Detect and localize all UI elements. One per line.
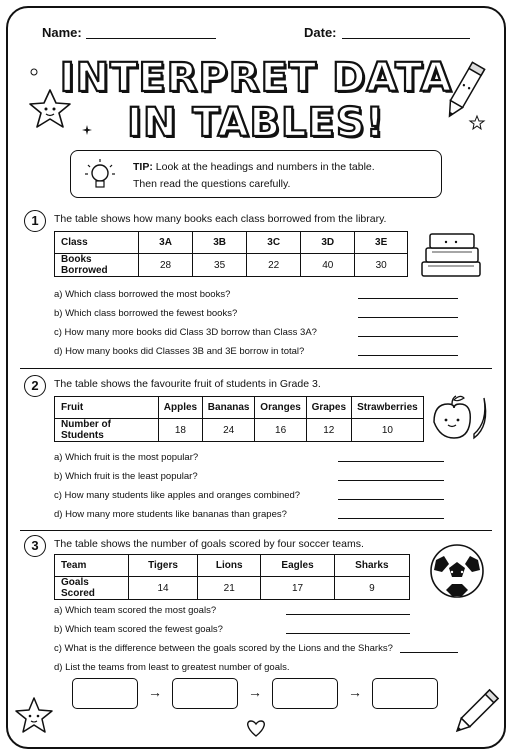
sparkle-icon: [82, 125, 92, 135]
order-box-3[interactable]: [272, 678, 338, 709]
table-row-header: Number of Students: [55, 419, 159, 442]
table-cell: 10: [351, 419, 423, 442]
answer-line[interactable]: [338, 461, 444, 462]
name-label: Name:: [42, 25, 82, 40]
answer-line[interactable]: [338, 480, 444, 481]
table-header-cell: Team: [55, 555, 129, 577]
tip-line1: Look at the headings and numbers in the table.: [155, 161, 375, 173]
tip-label: TIP:: [133, 161, 153, 173]
q2-question-c: c) How many students like apples and oranges combined?: [54, 490, 301, 501]
table-cell: 30: [355, 254, 408, 277]
soccer-ball-icon: [428, 542, 486, 600]
table-cell: 9: [334, 577, 409, 600]
table-header-cell: Lions: [198, 555, 261, 577]
table-header-cell: 3A: [139, 232, 193, 254]
table-cell: 35: [193, 254, 247, 277]
table-cell: 21: [198, 577, 261, 600]
q3-question-d: d) List the teams from least to greatest number of goals.: [54, 662, 290, 673]
fruit-icon: [430, 392, 492, 444]
section-divider: [20, 368, 492, 369]
star-outline-icon: [470, 116, 484, 130]
question-number-3: 3: [24, 535, 46, 557]
question-number-1: 1: [24, 210, 46, 232]
q3-question-b: b) Which team scored the fewest goals?: [54, 624, 223, 635]
table-cell: 40: [301, 254, 355, 277]
q1-question-a: a) Which class borrowed the most books?: [54, 289, 231, 300]
tip-line2: Then read the questions carefully.: [133, 178, 291, 190]
answer-line[interactable]: [286, 633, 410, 634]
q2-question-b: b) Which fruit is the least popular?: [54, 471, 198, 482]
date-field[interactable]: [342, 38, 470, 39]
table-cell: 17: [261, 577, 334, 600]
table-cell: 28: [139, 254, 193, 277]
star-bottom-icon: [14, 696, 54, 736]
table-header-cell: Sharks: [334, 555, 409, 577]
star-icon: [28, 88, 72, 130]
table-cell: 24: [202, 419, 255, 442]
books-icon: [418, 222, 486, 284]
q2-question-d: d) How many more students like bananas than grapes?: [54, 509, 287, 520]
table-header-cell: Grapes: [306, 397, 351, 419]
pencil-bottom-icon: [448, 688, 500, 740]
date-label: Date:: [304, 25, 337, 40]
table-header-cell: 3E: [355, 232, 408, 254]
q3-question-a: a) Which team scored the most goals?: [54, 605, 217, 616]
answer-line[interactable]: [338, 499, 444, 500]
q1-prompt: The table shows how many books each class borrowed from the library.: [54, 213, 387, 225]
q1-question-b: b) Which class borrowed the fewest books?: [54, 308, 238, 319]
order-box-2[interactable]: [172, 678, 238, 709]
answer-line[interactable]: [358, 298, 458, 299]
answer-line[interactable]: [286, 614, 410, 615]
answer-line[interactable]: [358, 317, 458, 318]
order-box-1[interactable]: [72, 678, 138, 709]
answer-line[interactable]: [358, 355, 458, 356]
q3-table: [54, 554, 410, 600]
heart-icon: [244, 718, 268, 738]
table-header-cell: 3B: [193, 232, 247, 254]
order-box-4[interactable]: [372, 678, 438, 709]
table-cell: 18: [159, 419, 203, 442]
q2-table: [54, 396, 424, 442]
tip-box: [70, 150, 442, 198]
tip-text: [133, 159, 375, 193]
lightbulb-icon: [83, 157, 117, 193]
circle-deco-icon: [30, 68, 38, 76]
arrow-icon: →: [148, 684, 162, 700]
arrow-icon: →: [348, 684, 362, 700]
page-title-line1: INTERPRET DATA: [59, 55, 453, 101]
answer-line[interactable]: [400, 652, 458, 653]
table-header-cell: Apples: [159, 397, 203, 419]
table-header-cell: 3C: [247, 232, 301, 254]
table-header-cell: Tigers: [129, 555, 198, 577]
q3-prompt: The table shows the number of goals scored by four soccer teams.: [54, 538, 364, 550]
table-cell: 22: [247, 254, 301, 277]
table-cell: 14: [129, 577, 198, 600]
table-row-header: Books Borrowed: [55, 254, 139, 277]
section-divider: [20, 530, 492, 531]
table-header-cell: Oranges: [255, 397, 306, 419]
answer-line[interactable]: [358, 336, 458, 337]
table-header-cell: 3D: [301, 232, 355, 254]
table-header-cell: Class: [55, 232, 139, 254]
table-cell: 12: [306, 419, 351, 442]
arrow-icon: →: [248, 684, 262, 700]
page-title-line2: IN TABLES!: [127, 100, 385, 146]
table-header-cell: Bananas: [202, 397, 255, 419]
pencil-icon: [444, 58, 484, 124]
q3-question-c: c) What is the difference between the goals scored by the Lions and the Sharks?: [54, 643, 393, 654]
table-cell: 16: [255, 419, 306, 442]
table-header-cell: Eagles: [261, 555, 334, 577]
name-field[interactable]: [86, 38, 216, 39]
q1-table: [54, 231, 408, 277]
table-header-cell: Strawberries: [351, 397, 423, 419]
q2-question-a: a) Which fruit is the most popular?: [54, 452, 199, 463]
q2-prompt: The table shows the favourite fruit of students in Grade 3.: [54, 378, 321, 390]
table-row-header: Goals Scored: [55, 577, 129, 600]
answer-line[interactable]: [338, 518, 444, 519]
q1-question-d: d) How many books did Classes 3B and 3E borrow in total?: [54, 346, 305, 357]
q1-question-c: c) How many more books did Class 3D borrow than Class 3A?: [54, 327, 317, 338]
question-number-2: 2: [24, 375, 46, 397]
table-header-cell: Fruit: [55, 397, 159, 419]
